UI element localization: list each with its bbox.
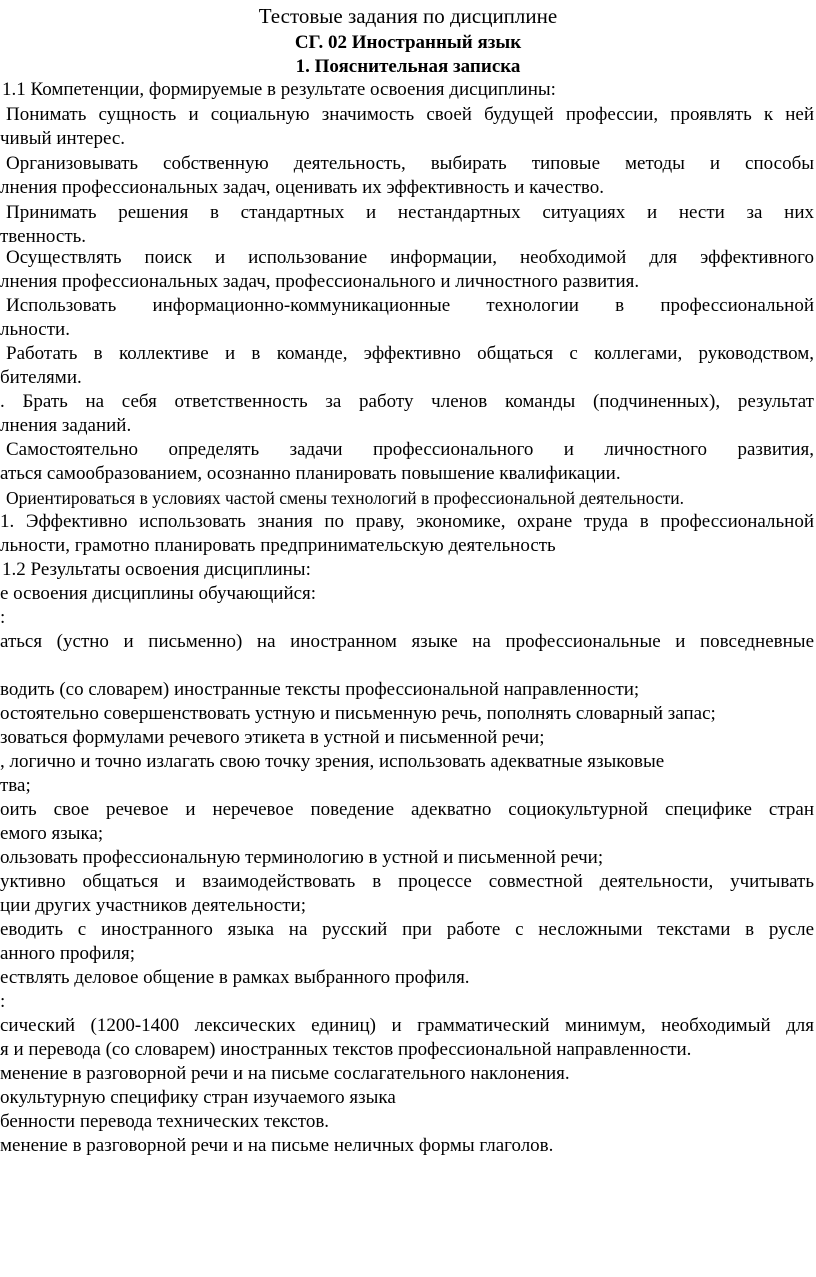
- text-line: бителями.: [0, 367, 82, 388]
- document-subtitle: СГ. 02 Иностранный язык: [294, 32, 522, 53]
- text-line: ествлять деловое общение в рамках выбранного профиля.: [0, 967, 470, 988]
- text-line: зоваться формулами речевого этикета в устной и письменной речи;: [0, 727, 545, 748]
- text-line: менение в разговорной речи и на письме сослагательного наклонения.: [0, 1063, 570, 1084]
- text-line: Использовать информационно-коммуникационные технологии в профессиональной: [6, 295, 814, 316]
- text-line: :: [0, 607, 6, 628]
- text-line: е освоения дисциплины обучающийся:: [0, 583, 317, 604]
- text-line: лнения профессиональных задач, оценивать их эффективность и качество.: [0, 177, 605, 198]
- text-line: лнения заданий.: [0, 415, 132, 436]
- text-line: . Брать на себя ответственность за работу членов команды (подчиненных), результат: [0, 391, 814, 412]
- text-line: остоятельно совершенствовать устную и письменную речь, пополнять словарный запас;: [0, 703, 716, 724]
- text-line: уктивно общаться и взаимодействовать в процессе совместной деятельности, учитывать: [0, 871, 814, 892]
- text-line: ции других участников деятельности;: [0, 895, 306, 916]
- text-line: Работать в коллективе и в команде, эффективно общаться с коллегами, руководством,: [6, 343, 814, 364]
- section-heading: 1. Пояснительная записка: [295, 56, 521, 77]
- text-line: твенность.: [0, 226, 87, 247]
- text-line: тва;: [0, 775, 31, 796]
- document-title: Тестовые задания по дисциплине: [258, 4, 558, 28]
- text-line: еводить с иностранного языка на русский при работе с несложными текстами в русле: [0, 919, 814, 940]
- text-line: 1.1 Компетенции, формируемые в результате освоения дисциплины:: [2, 79, 556, 100]
- text-line: ользовать профессиональную терминологию в устной и письменной речи;: [0, 847, 604, 868]
- text-line: аться (устно и письменно) на иностранном языке на профессиональные и повседневные: [0, 631, 814, 652]
- text-line: лнения профессиональных задач, профессионального и личностного развития.: [0, 271, 640, 292]
- text-line: окультурную специфику стран изучаемого языка: [0, 1087, 396, 1108]
- text-line: я и перевода (со словарем) иностранных текстов профессиональной направленности.: [0, 1039, 692, 1060]
- text-line: , логично и точно излагать свою точку зрения, использовать адекватные языковые: [0, 751, 665, 772]
- text-line: льности.: [0, 319, 70, 340]
- text-line: :: [0, 991, 6, 1012]
- text-line: Осуществлять поиск и использование информации, необходимой для эффективного: [6, 247, 814, 268]
- text-line: Самостоятельно определять задачи профессионального и личностного развития,: [6, 439, 814, 460]
- text-line: сический (1200-1400 лексических единиц) и грамматический минимум, необходимый для: [0, 1015, 814, 1036]
- text-line: Организовывать собственную деятельность, выбирать типовые методы и способы: [6, 153, 814, 174]
- text-line: Ориентироваться в условиях частой смены технологий в профессиональной деятельности.: [6, 488, 685, 508]
- text-line: аться самообразованием, осознанно планировать повышение квалификации.: [0, 463, 621, 484]
- text-line: 1.2 Результаты освоения дисциплины:: [2, 559, 311, 580]
- text-line: Понимать сущность и социальную значимость своей будущей профессии, проявлять к ней: [6, 104, 814, 125]
- text-line: анного профиля;: [0, 943, 135, 964]
- text-line: емого языка;: [0, 823, 104, 844]
- text-line: льности, грамотно планировать предпринимательскую деятельность: [0, 535, 556, 556]
- text-line: Принимать решения в стандартных и нестандартных ситуациях и нести за них: [6, 202, 814, 223]
- text-line: водить (со словарем) иностранные тексты профессиональной направленности;: [0, 679, 640, 700]
- text-line: чивый интерес.: [0, 128, 126, 149]
- text-line: бенности перевода технических текстов.: [0, 1111, 330, 1132]
- text-line: менение в разговорной речи и на письме неличных формы глаголов.: [0, 1135, 554, 1156]
- text-line: оить свое речевое и неречевое поведение адекватно социокультурной специфике стран: [0, 799, 814, 820]
- text-line: 1. Эффективно использовать знания по праву, экономике, охране труда в профессиональной: [0, 511, 814, 532]
